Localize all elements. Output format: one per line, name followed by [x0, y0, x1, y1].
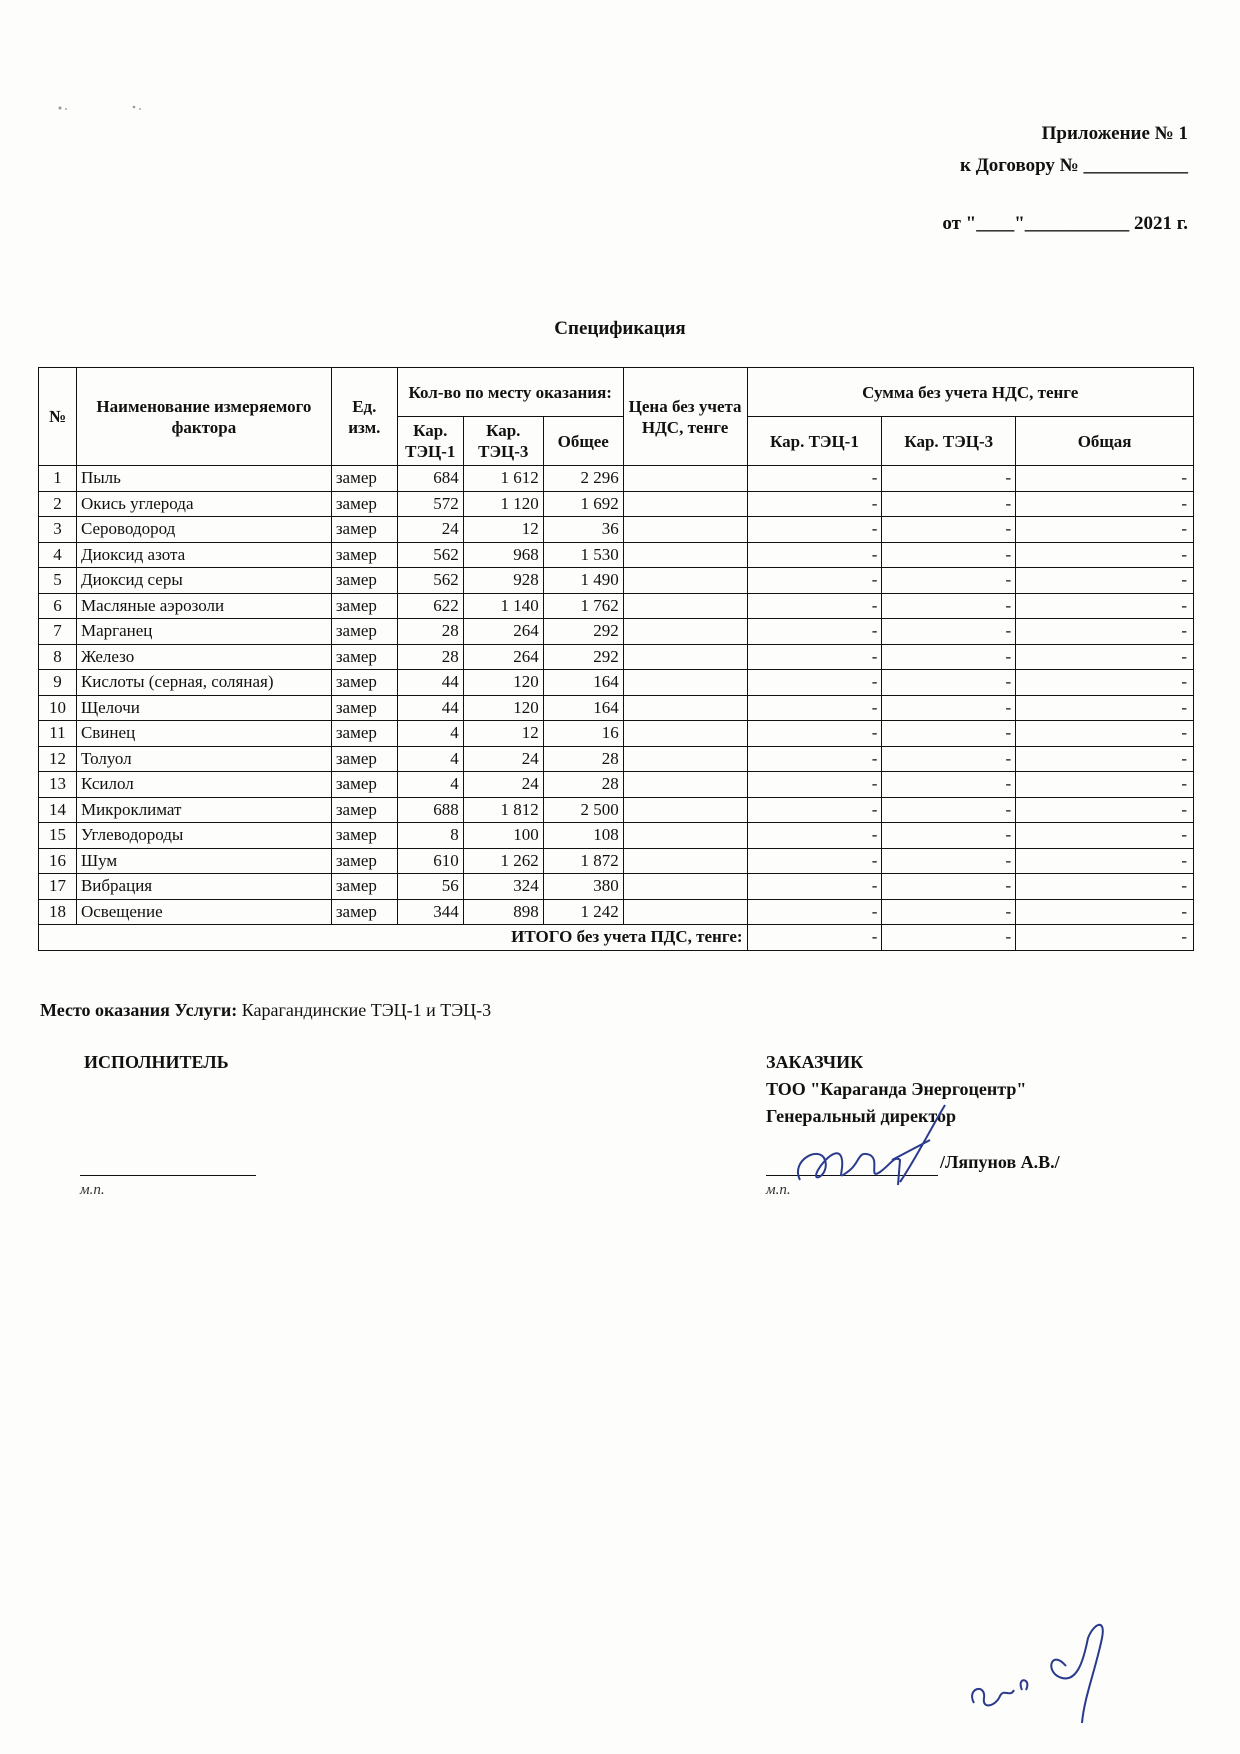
qty-tec3-cell: 264 [463, 619, 543, 645]
price-cell [623, 746, 747, 772]
sum-total-cell: - [1016, 568, 1194, 594]
qty-total-cell: 1 530 [543, 542, 623, 568]
row-number: 8 [39, 644, 77, 670]
unit-cell: замер [331, 517, 397, 543]
header-sum-total: Общая [1016, 417, 1194, 466]
qty-tec1-cell: 4 [397, 746, 463, 772]
sum-tec3-cell: - [882, 491, 1016, 517]
qty-tec1-cell: 610 [397, 848, 463, 874]
specification-table [38, 367, 1194, 951]
unit-cell: замер [331, 797, 397, 823]
sum-tec3-cell: - [882, 797, 1016, 823]
sum-total-cell: - [1016, 695, 1194, 721]
sum-total-cell: - [1016, 491, 1194, 517]
contract-date-line: от "____"___________ 2021 г. [942, 213, 1188, 234]
qty-tec1-cell: 24 [397, 517, 463, 543]
row-number: 15 [39, 823, 77, 849]
unit-cell: замер [331, 874, 397, 900]
document-title: Спецификация [554, 318, 686, 339]
header-factor-name: Наименование измеряемого фактора [76, 368, 331, 466]
qty-tec3-cell: 898 [463, 899, 543, 925]
unit-cell: замер [331, 746, 397, 772]
unit-cell: замер [331, 466, 397, 492]
unit-cell: замер [331, 848, 397, 874]
qty-tec1-cell: 56 [397, 874, 463, 900]
unit-cell: замер [331, 568, 397, 594]
unit-cell: замер [331, 593, 397, 619]
customer-position: Генеральный директор [766, 1106, 956, 1126]
qty-tec3-cell: 100 [463, 823, 543, 849]
row-number: 18 [39, 899, 77, 925]
header-sum-group: Сумма без учета НДС, тенге [747, 368, 1193, 417]
price-cell [623, 466, 747, 492]
factor-name: Диоксид азота [76, 542, 331, 568]
service-location-label: Место оказания Услуги: [40, 1000, 238, 1020]
sum-tec1-cell: - [747, 772, 882, 798]
row-number: 11 [39, 721, 77, 747]
qty-total-cell: 2 296 [543, 466, 623, 492]
qty-tec1-cell: 8 [397, 823, 463, 849]
price-cell [623, 797, 747, 823]
row-number: 13 [39, 772, 77, 798]
total-label: ИТОГО без учета ПДС, тенге: [39, 925, 748, 951]
factor-name: Окись углерода [76, 491, 331, 517]
executor-block [84, 1049, 229, 1076]
price-cell [623, 695, 747, 721]
qty-total-cell: 164 [543, 670, 623, 696]
qty-tec1-cell: 28 [397, 644, 463, 670]
qty-tec3-cell: 120 [463, 695, 543, 721]
table-row [39, 644, 1194, 670]
row-number: 16 [39, 848, 77, 874]
table-row [39, 797, 1194, 823]
factor-name: Вибрация [76, 874, 331, 900]
qty-total-cell: 28 [543, 746, 623, 772]
qty-total-cell: 164 [543, 695, 623, 721]
service-location-value: Карагандинские ТЭЦ-1 и ТЭЦ-3 [237, 1000, 492, 1020]
table-row [39, 593, 1194, 619]
executor-title: ИСПОЛНИТЕЛЬ [84, 1052, 229, 1072]
qty-tec1-cell: 44 [397, 695, 463, 721]
unit-cell: замер [331, 619, 397, 645]
unit-cell: замер [331, 542, 397, 568]
service-location [40, 1000, 491, 1021]
contract-number-line: к Договору № ___________ [960, 155, 1188, 176]
sum-total-cell: - [1016, 899, 1194, 925]
row-number: 4 [39, 542, 77, 568]
unit-cell: замер [331, 695, 397, 721]
sum-tec1-cell: - [747, 695, 882, 721]
qty-tec1-cell: 684 [397, 466, 463, 492]
factor-name: Масляные аэрозоли [76, 593, 331, 619]
customer-company: ТОО "Караганда Энергоцентр" [766, 1079, 1027, 1099]
qty-tec3-cell: 324 [463, 874, 543, 900]
factor-name: Свинец [76, 721, 331, 747]
qty-tec3-cell: 12 [463, 517, 543, 543]
executor-signature-line [80, 1175, 256, 1176]
qty-tec3-cell: 1 140 [463, 593, 543, 619]
sum-tec3-cell: - [882, 593, 1016, 619]
sum-total-cell: - [1016, 466, 1194, 492]
unit-cell: замер [331, 823, 397, 849]
sum-tec1-cell: - [747, 593, 882, 619]
unit-cell: замер [331, 772, 397, 798]
qty-tec1-cell: 44 [397, 670, 463, 696]
sum-tec3-cell: - [882, 670, 1016, 696]
handwritten-signature [780, 1100, 950, 1200]
factor-name: Углеводороды [76, 823, 331, 849]
price-cell [623, 568, 747, 594]
factor-name: Освещение [76, 899, 331, 925]
qty-tec3-cell: 24 [463, 772, 543, 798]
price-cell [623, 644, 747, 670]
qty-tec3-cell: 968 [463, 542, 543, 568]
qty-total-cell: 380 [543, 874, 623, 900]
sum-tec3-cell: - [882, 695, 1016, 721]
factor-name: Железо [76, 644, 331, 670]
customer-stamp-place: м.п. [766, 1182, 791, 1198]
qty-total-cell: 108 [543, 823, 623, 849]
header-number: № [39, 368, 77, 466]
sum-tec3-cell: - [882, 746, 1016, 772]
sum-tec3-cell: - [882, 772, 1016, 798]
qty-total-cell: 16 [543, 721, 623, 747]
qty-tec1-cell: 572 [397, 491, 463, 517]
table-row [39, 874, 1194, 900]
sum-tec1-cell: - [747, 644, 882, 670]
table-row [39, 568, 1194, 594]
price-cell [623, 874, 747, 900]
qty-tec1-cell: 688 [397, 797, 463, 823]
qty-tec3-cell: 928 [463, 568, 543, 594]
header-qty-tec3: Кар. ТЭЦ-3 [463, 417, 543, 466]
sum-total-cell: - [1016, 517, 1194, 543]
total-sum-tec3: - [882, 925, 1016, 951]
unit-cell: замер [331, 721, 397, 747]
total-sum-tec1: - [747, 925, 882, 951]
header-price: Цена без учета НДС, тенге [623, 368, 747, 466]
customer-signatory-name: /Ляпунов А.В./ [940, 1152, 1060, 1172]
total-row [39, 925, 1194, 951]
unit-cell: замер [331, 644, 397, 670]
sum-total-cell: - [1016, 848, 1194, 874]
sum-tec1-cell: - [747, 797, 882, 823]
header-unit: Ед. изм. [331, 368, 397, 466]
scan-speck-mark [56, 100, 146, 116]
sum-tec3-cell: - [882, 619, 1016, 645]
appendix-reference [942, 118, 1188, 240]
factor-name: Толуол [76, 746, 331, 772]
sum-total-cell: - [1016, 746, 1194, 772]
row-number: 14 [39, 797, 77, 823]
factor-name: Щелочи [76, 695, 331, 721]
handwritten-initials [966, 1618, 1126, 1728]
sum-tec1-cell: - [747, 874, 882, 900]
qty-total-cell: 1 762 [543, 593, 623, 619]
customer-title: ЗАКАЗЧИК [766, 1052, 864, 1072]
sum-tec1-cell: - [747, 491, 882, 517]
qty-tec3-cell: 1 262 [463, 848, 543, 874]
qty-tec1-cell: 28 [397, 619, 463, 645]
qty-tec1-cell: 4 [397, 772, 463, 798]
row-number: 12 [39, 746, 77, 772]
sum-total-cell: - [1016, 874, 1194, 900]
table-row [39, 695, 1194, 721]
table-row [39, 721, 1194, 747]
sum-tec1-cell: - [747, 721, 882, 747]
sum-tec3-cell: - [882, 848, 1016, 874]
sum-tec1-cell: - [747, 568, 882, 594]
row-number: 7 [39, 619, 77, 645]
table-row [39, 670, 1194, 696]
row-number: 10 [39, 695, 77, 721]
header-qty-tec1: Кар. ТЭЦ-1 [397, 417, 463, 466]
factor-name: Ксилол [76, 772, 331, 798]
sum-tec3-cell: - [882, 568, 1016, 594]
price-cell [623, 670, 747, 696]
sum-total-cell: - [1016, 823, 1194, 849]
sum-tec1-cell: - [747, 670, 882, 696]
table-row [39, 542, 1194, 568]
sum-tec1-cell: - [747, 619, 882, 645]
qty-total-cell: 292 [543, 619, 623, 645]
sum-tec3-cell: - [882, 466, 1016, 492]
qty-tec3-cell: 1 812 [463, 797, 543, 823]
sum-tec3-cell: - [882, 542, 1016, 568]
factor-name: Шум [76, 848, 331, 874]
sum-total-cell: - [1016, 644, 1194, 670]
sum-total-cell: - [1016, 542, 1194, 568]
row-number: 5 [39, 568, 77, 594]
price-cell [623, 593, 747, 619]
qty-total-cell: 1 692 [543, 491, 623, 517]
factor-name: Марганец [76, 619, 331, 645]
price-cell [623, 899, 747, 925]
price-cell [623, 491, 747, 517]
qty-tec3-cell: 1 120 [463, 491, 543, 517]
qty-total-cell: 28 [543, 772, 623, 798]
sum-tec1-cell: - [747, 848, 882, 874]
table-row [39, 466, 1194, 492]
table-row [39, 491, 1194, 517]
sum-tec1-cell: - [747, 542, 882, 568]
sum-tec1-cell: - [747, 823, 882, 849]
factor-name: Пыль [76, 466, 331, 492]
sum-tec3-cell: - [882, 721, 1016, 747]
header-sum-tec3: Кар. ТЭЦ-3 [882, 417, 1016, 466]
table-row [39, 823, 1194, 849]
sum-tec3-cell: - [882, 823, 1016, 849]
row-number: 9 [39, 670, 77, 696]
sum-tec1-cell: - [747, 899, 882, 925]
qty-tec3-cell: 24 [463, 746, 543, 772]
executor-stamp-place: м.п. [80, 1182, 105, 1198]
sum-tec3-cell: - [882, 874, 1016, 900]
sum-total-cell: - [1016, 593, 1194, 619]
factor-name: Диоксид серы [76, 568, 331, 594]
qty-tec3-cell: 12 [463, 721, 543, 747]
qty-tec3-cell: 1 612 [463, 466, 543, 492]
price-cell [623, 823, 747, 849]
price-cell [623, 542, 747, 568]
qty-tec3-cell: 120 [463, 670, 543, 696]
price-cell [623, 772, 747, 798]
qty-total-cell: 292 [543, 644, 623, 670]
sum-total-cell: - [1016, 797, 1194, 823]
row-number: 1 [39, 466, 77, 492]
row-number: 6 [39, 593, 77, 619]
table-row [39, 619, 1194, 645]
sum-tec1-cell: - [747, 746, 882, 772]
price-cell [623, 517, 747, 543]
unit-cell: замер [331, 491, 397, 517]
sum-tec1-cell: - [747, 466, 882, 492]
qty-tec3-cell: 264 [463, 644, 543, 670]
table-row [39, 848, 1194, 874]
sum-tec3-cell: - [882, 517, 1016, 543]
appendix-number: Приложение № 1 [1041, 123, 1188, 144]
unit-cell: замер [331, 899, 397, 925]
row-number: 17 [39, 874, 77, 900]
factor-name: Сероводород [76, 517, 331, 543]
sum-total-cell: - [1016, 721, 1194, 747]
factor-name: Микроклимат [76, 797, 331, 823]
total-sum-overall: - [1016, 925, 1194, 951]
sum-tec3-cell: - [882, 644, 1016, 670]
qty-total-cell: 36 [543, 517, 623, 543]
unit-cell: замер [331, 670, 397, 696]
qty-tec1-cell: 562 [397, 568, 463, 594]
row-number: 3 [39, 517, 77, 543]
sum-total-cell: - [1016, 670, 1194, 696]
specification-rows [39, 466, 1194, 951]
qty-tec1-cell: 4 [397, 721, 463, 747]
qty-tec1-cell: 344 [397, 899, 463, 925]
header-quantity-group: Кол-во по месту оказания: [397, 368, 623, 417]
row-number: 2 [39, 491, 77, 517]
table-row [39, 899, 1194, 925]
qty-total-cell: 1 490 [543, 568, 623, 594]
qty-tec1-cell: 622 [397, 593, 463, 619]
qty-tec1-cell: 562 [397, 542, 463, 568]
price-cell [623, 848, 747, 874]
table-row [39, 746, 1194, 772]
sum-total-cell: - [1016, 772, 1194, 798]
qty-total-cell: 2 500 [543, 797, 623, 823]
factor-name: Кислоты (серная, соляная) [76, 670, 331, 696]
table-row [39, 772, 1194, 798]
price-cell [623, 619, 747, 645]
sum-tec3-cell: - [882, 899, 1016, 925]
price-cell [623, 721, 747, 747]
header-sum-tec1: Кар. ТЭЦ-1 [747, 417, 882, 466]
table-row [39, 517, 1194, 543]
sum-total-cell: - [1016, 619, 1194, 645]
qty-total-cell: 1 872 [543, 848, 623, 874]
sum-tec1-cell: - [747, 517, 882, 543]
qty-total-cell: 1 242 [543, 899, 623, 925]
header-qty-total: Общее [543, 417, 623, 466]
